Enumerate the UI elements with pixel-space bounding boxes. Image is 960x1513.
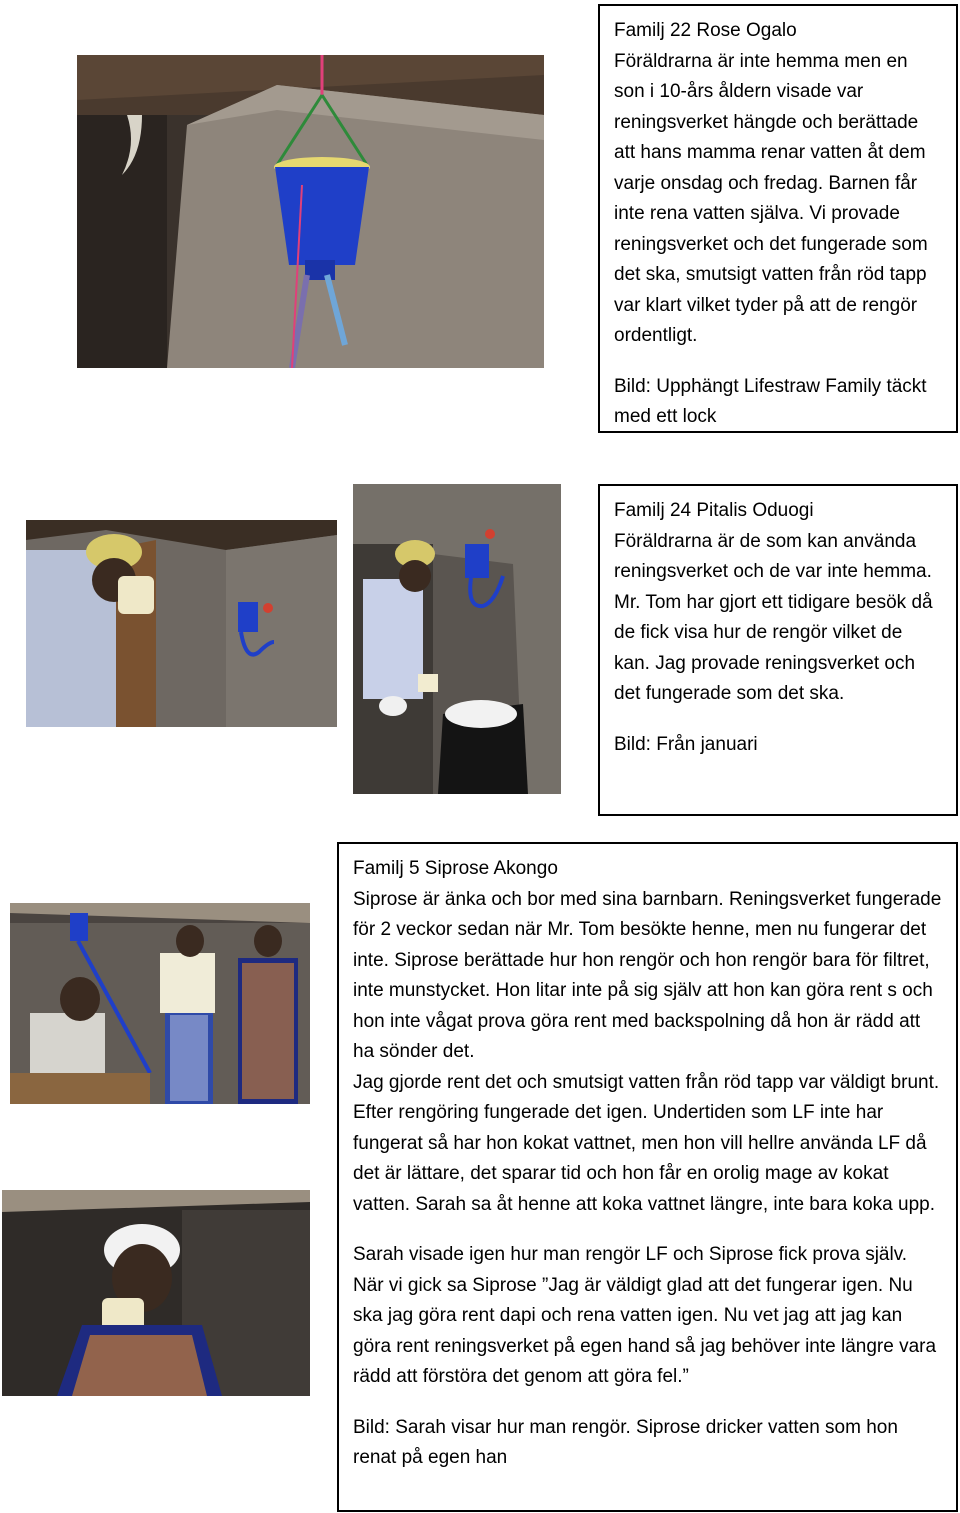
family-24-caption: Bild: Från januari: [614, 733, 758, 755]
photo-hanging-filter: [77, 55, 544, 368]
family-5-caption: Bild: Sarah visar hur man rengör. Siprose dricker vatten som hon renat på egen han: [353, 1416, 898, 1468]
photo-man-with-barrel: [353, 484, 561, 794]
family-5-textbox: [337, 842, 958, 1512]
family-5-paragraph-3: Sarah visade igen hur man rengör LF och Siprose fick prova själv. När vi gick sa Siprose ”Jag är väldigt glad att det fungerar igen. Nu ska jag göra rent dapi och rena vatten igen. Nu vet jag att jag kan göra rent reningsverket på egen hand så jag behöver inte längre vara rädd att förstöra det genom att göra fel.”: [353, 1244, 937, 1387]
family-24-textbox: [598, 484, 958, 816]
photo-woman-drinking: [2, 1190, 310, 1396]
family-5-heading: Familj 5 Siprose Akongo: [353, 858, 558, 879]
family-24-body: Föräldrarna är de som kan använda reningsverket och de var inte hemma. Mr. Tom har gjort ett tidigare besök då de fick visa hur de rengör vilket de kan. Jag provade reningsverket och det fungerade som det ska.: [614, 530, 933, 704]
family-22-heading: Familj 22 Rose Ogalo: [614, 20, 797, 41]
family-22-body: Föräldrarna är inte hemma men en son i 10-års åldern visade var reningsverket hängde och berättade att hans mamma renar vatten åt dem varje onsdag och fredag. Barnen får inte rena vatten själva. Vi provade reningsverket och det fungerade som det ska, smutsigt vatten från röd tapp var klart vilket tyder på att de rengör ordentligt.: [614, 50, 928, 346]
family-22-caption: Bild: Upphängt Lifestraw Family täckt med ett lock: [614, 375, 927, 427]
family-24-heading: Familj 24 Pitalis Oduogi: [614, 500, 814, 521]
photo-man-drinking: [26, 520, 337, 727]
family-22-textbox: [598, 4, 958, 433]
family-5-paragraph-2: Jag gjorde rent det och smutsigt vatten från röd tapp var väldigt brunt. Efter rengöring fungerade det igen. Undertiden som LF inte har fungerat så har hon kokat vattnet, men hon vill hellre använda LF då det är lättare, det sparar tid och hon får en orolig mage av kokat vatten. Sarah sa åt henne att koka vattnet längre, inte bara koka upp.: [353, 1071, 940, 1215]
family-5-paragraph-1: Siprose är änka och bor med sina barnbarn. Reningsverket fungerade för 2 veckor sedan när Mr. Tom besökte henne, men nu fungerar det inte. Siprose berättade hur hon rengör och hon rengör bara för filtret, inte munstycket. Hon litar inte på sig själv att hon kan göra rent s och hon inte vågat prova göra rent med backspolning då hon är rädd att ha sönder det.: [353, 888, 942, 1062]
photo-cleaning-filter: [10, 903, 310, 1104]
